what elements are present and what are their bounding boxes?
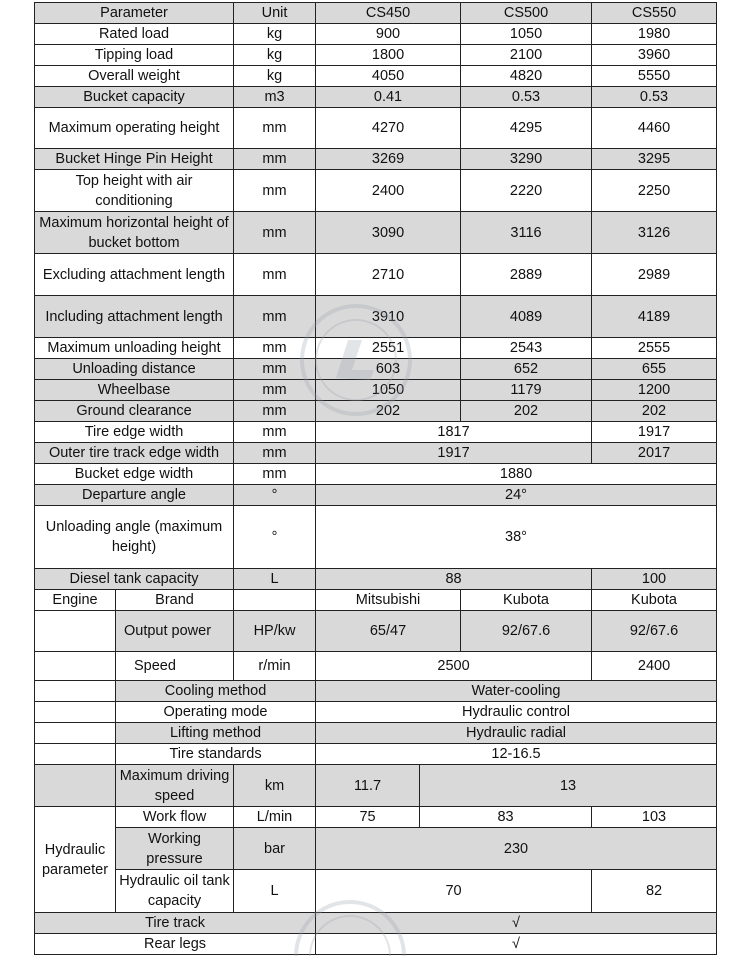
row-unit: HP/kw [234,611,316,652]
cell-cs450-cs500: 1817 [316,422,592,443]
row-label: Tire standards [116,744,316,765]
header-model-cs550: CS550 [592,3,717,24]
row-label: Bucket capacity [35,87,234,108]
cell-cs550: 655 [592,359,717,380]
row-max-operating-height [35,108,717,149]
row-label: Unloading angle (maximum height) [35,506,234,569]
cell-cs550: 3126 [592,212,717,254]
row-label: Maximum unloading height [35,338,234,359]
cell-cs450: 1800 [316,45,461,66]
header-unit: Unit [234,3,316,24]
cell-cs450: 3090 [316,212,461,254]
row-wheelbase [35,380,717,401]
row-lifting-method [35,723,717,744]
row-unit: kg [234,45,316,66]
engine-group-spacer [35,744,116,765]
cell-cs550: 5550 [592,66,717,87]
row-unit: ° [234,485,316,506]
row-speed [35,652,717,681]
row-unit: m3 [234,87,316,108]
cell-cs500: Kubota [461,590,592,611]
row-label: Bucket Hinge Pin Height [35,149,234,170]
cell-cs500: 1050 [461,24,592,45]
hydraulic-group-label: Hydraulic parameter [35,807,116,913]
cell-cs450: 4270 [316,108,461,149]
cell-cs450-cs500: 88 [316,569,592,590]
row-max-unloading-height [35,338,717,359]
cell-cs550: 202 [592,401,717,422]
cell-cs550: 4460 [592,108,717,149]
row-bucket-hinge-pin-height [35,149,717,170]
cell-all-models: 24° [316,485,717,506]
cell-all-models: Hydraulic radial [316,723,717,744]
row-work-flow [35,807,717,828]
row-label: Including attachment length [35,296,234,338]
row-label: Tire edge width [35,422,234,443]
row-unit: mm [234,170,316,212]
row-label: Tire track [35,913,316,934]
row-unit: mm [234,296,316,338]
cell-cs500: 4820 [461,66,592,87]
cell-cs550: 2400 [592,652,717,681]
row-oil-tank-capacity [35,870,717,913]
cell-all-models: 12-16.5 [316,744,717,765]
row-label: Brand [116,590,234,611]
engine-group-spacer [35,723,116,744]
row-rear-legs [35,934,717,955]
cell-cs500: 4089 [461,296,592,338]
row-outer-tire-track-edge-width [35,443,717,464]
cell-cs550: 100 [592,569,717,590]
row-label: Cooling method [116,681,316,702]
cell-cs450: 202 [316,401,461,422]
row-bucket-capacity [35,87,717,108]
row-top-height-ac [35,170,717,212]
row-unit: ° [234,506,316,569]
row-label: Rated load [35,24,234,45]
engine-group-spacer [35,681,116,702]
cell-cs500: 4295 [461,108,592,149]
cell-all-models: 230 [316,828,717,870]
cell-cs450: 65/47 [316,611,461,652]
row-unit: km [234,765,316,807]
cell-cs450-cs500: 2500 [316,652,592,681]
cell-cs500: 3290 [461,149,592,170]
row-label: Ground clearance [35,401,234,422]
cell-cs450: 2710 [316,254,461,296]
row-unit: mm [234,149,316,170]
cell-cs500: 2889 [461,254,592,296]
cell-cs500: 652 [461,359,592,380]
cell-cs450: 603 [316,359,461,380]
row-unit [234,590,316,611]
cell-cs500: 1179 [461,380,592,401]
spec-table [34,2,717,955]
row-label: Maximum horizontal height of bucket bottom [35,212,234,254]
engine-group-spacer [35,652,116,681]
cell-cs550: 3960 [592,45,717,66]
row-unit: L [234,870,316,913]
row-label: Outer tire track edge width [35,443,234,464]
engine-group-spacer [35,611,116,652]
cell-all-models: Hydraulic control [316,702,717,723]
cell-cs500: 2100 [461,45,592,66]
row-max-driving-speed [35,765,717,807]
cell-cs450-cs500: 70 [316,870,592,913]
row-label: Departure angle [35,485,234,506]
row-engine-brand [35,590,717,611]
row-diesel-tank-capacity [35,569,717,590]
row-unit: mm [234,443,316,464]
cell-cs550: 2017 [592,443,717,464]
cell-all-models: Water-cooling [316,681,717,702]
row-label: Bucket edge width [35,464,234,485]
row-working-pressure [35,828,717,870]
cell-all-models: √ [316,934,717,955]
cell-cs450: 75 [316,807,420,828]
cell-cs450: 0.41 [316,87,461,108]
row-label: Maximum driving speed [116,765,234,807]
row-label: Wheelbase [35,380,234,401]
cell-cs550: 1200 [592,380,717,401]
cell-cs500-cs550: 13 [420,765,717,807]
row-including-attachment-length [35,296,717,338]
cell-all-models: 1880 [316,464,717,485]
cell-cs550: 92/67.6 [592,611,717,652]
row-unloading-distance [35,359,717,380]
row-unit: r/min [234,652,316,681]
row-bucket-edge-width [35,464,717,485]
cell-all-models: 38° [316,506,717,569]
cell-cs450: 3910 [316,296,461,338]
cell-cs550: 103 [592,807,717,828]
cell-cs550: 1917 [592,422,717,443]
row-tire-track [35,913,717,934]
engine-group-spacer [35,702,116,723]
cell-cs450: 3269 [316,149,461,170]
cell-cs450: 4050 [316,66,461,87]
cell-cs450: 2400 [316,170,461,212]
cell-cs450: 900 [316,24,461,45]
row-ground-clearance [35,401,717,422]
header-parameter: Parameter [35,3,234,24]
cell-cs500: 2220 [461,170,592,212]
row-overall-weight [35,66,717,87]
cell-cs500: 0.53 [461,87,592,108]
row-label: Working pressure [116,828,234,870]
row-output-power [35,611,717,652]
row-label: Speed [116,652,234,681]
row-unit: L/min [234,807,316,828]
row-unit: kg [234,66,316,87]
row-unit: L [234,569,316,590]
row-unloading-angle [35,506,717,569]
cell-all-models: √ [316,913,717,934]
row-unit: mm [234,108,316,149]
row-excluding-attachment-length [35,254,717,296]
cell-cs550: 82 [592,870,717,913]
row-label: Tipping load [35,45,234,66]
cell-cs450: 11.7 [316,765,420,807]
row-unit: mm [234,254,316,296]
cell-cs550: 1980 [592,24,717,45]
hydraulic-group-spacer [35,765,116,807]
header-row [35,3,717,24]
row-unit: mm [234,422,316,443]
row-unit: mm [234,212,316,254]
row-label: Maximum operating height [35,108,234,149]
cell-cs550: 2555 [592,338,717,359]
row-label: Work flow [116,807,234,828]
row-max-horizontal-height [35,212,717,254]
cell-cs550: 2250 [592,170,717,212]
row-unit: mm [234,359,316,380]
row-unit: bar [234,828,316,870]
row-unit: mm [234,338,316,359]
cell-cs550: 4189 [592,296,717,338]
row-tire-edge-width [35,422,717,443]
row-tire-standards [35,744,717,765]
row-tipping-load [35,45,717,66]
row-cooling-method [35,681,717,702]
cell-cs550: 0.53 [592,87,717,108]
row-unit: mm [234,380,316,401]
row-label: Top height with air conditioning [35,170,234,212]
row-unit: kg [234,24,316,45]
cell-cs450: 1050 [316,380,461,401]
row-label: Hydraulic oil tank capacity [116,870,234,913]
cell-cs550: 3295 [592,149,717,170]
cell-cs450-cs500: 1917 [316,443,592,464]
cell-cs500: 202 [461,401,592,422]
engine-group-label: Engine [35,590,116,611]
cell-cs550: 2989 [592,254,717,296]
header-model-cs450: CS450 [316,3,461,24]
row-label: Diesel tank capacity [35,569,234,590]
cell-cs500: 2543 [461,338,592,359]
row-unit: mm [234,464,316,485]
row-label: Output power [116,611,234,652]
row-label: Unloading distance [35,359,234,380]
cell-cs550: Kubota [592,590,717,611]
cell-cs500: 3116 [461,212,592,254]
cell-cs450: 2551 [316,338,461,359]
header-model-cs500: CS500 [461,3,592,24]
cell-cs500: 83 [420,807,592,828]
row-label: Lifting method [116,723,316,744]
row-label: Rear legs [35,934,316,955]
row-label: Operating mode [116,702,316,723]
row-label: Excluding attachment length [35,254,234,296]
row-rated-load [35,24,717,45]
cell-cs500: 92/67.6 [461,611,592,652]
row-operating-mode [35,702,717,723]
cell-cs450: Mitsubishi [316,590,461,611]
row-label: Overall weight [35,66,234,87]
row-unit: mm [234,401,316,422]
row-departure-angle [35,485,717,506]
